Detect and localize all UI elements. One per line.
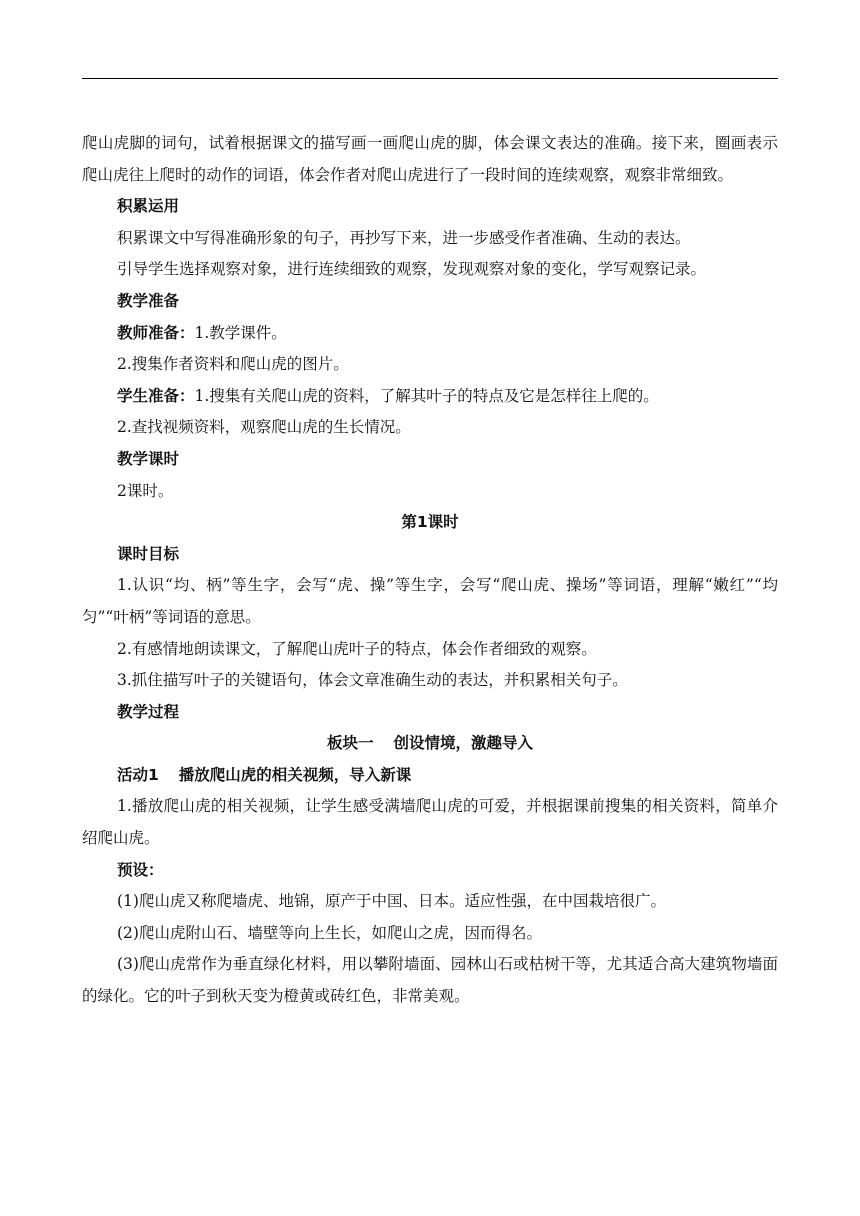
lesson-title: 第1课时 bbox=[401, 513, 459, 532]
student-prep-label: 学生准备： bbox=[117, 386, 195, 405]
student-prep-text: 1.搜集有关爬山虎的资料，了解其叶子的特点及它是怎样往上爬的。 bbox=[194, 386, 659, 405]
student-prep-2: 2.查找视频资料，观察爬山虎的生长情况。 bbox=[117, 418, 411, 437]
header-rule bbox=[82, 78, 778, 79]
heading-prep: 教学准备 bbox=[117, 291, 180, 310]
activity-title: 播放爬山虎的相关视频，导入新课 bbox=[178, 765, 412, 784]
preset-1: (1)爬山虎又称爬墙虎、地锦，原产于中国、日本。适应性强，在中国栽培很广。 bbox=[117, 892, 666, 911]
heading-accumulate: 积累运用 bbox=[117, 197, 180, 216]
document-body bbox=[82, 128, 778, 1013]
activity-1-text: 1.播放爬山虎的相关视频，让学生感受满墙爬山虎的可爱，并根据课前搜集的相关资料，简单介绍爬山虎。 bbox=[82, 797, 778, 848]
preset-3: (3)爬山虎常作为垂直绿化材料，用以攀附墙面、园林山石或枯树干等，尤其适合高大建筑物墙面的绿化。它的叶子到秋天变为橙黄或砖红色，非常美观。 bbox=[82, 955, 778, 1006]
teacher-prep-2: 2.搜集作者资料和爬山虎的图片。 bbox=[117, 355, 349, 374]
paragraph-3: 引导学生选择观察对象，进行连续细致的观察，发现观察对象的变化，学写观察记录。 bbox=[117, 260, 707, 279]
goal-2: 2.有感情地朗读课文，了解爬山虎叶子的特点，体会作者细致的观察。 bbox=[117, 639, 597, 658]
block-heading bbox=[82, 728, 778, 760]
activity-label: 活动1 bbox=[117, 765, 159, 784]
goal-3: 3.抓住描写叶子的关键语句，体会文章准确生动的表达，并积累相关句子。 bbox=[117, 671, 628, 690]
student-prep-1 bbox=[82, 381, 778, 413]
activity-heading bbox=[82, 760, 778, 792]
heading-goals: 课时目标 bbox=[117, 544, 180, 563]
teacher-prep-1 bbox=[82, 318, 778, 350]
teacher-prep-label: 教师准备： bbox=[117, 323, 195, 342]
block-label: 板块一 bbox=[326, 734, 374, 753]
paragraph-2: 积累课文中写得准确形象的句子，再抄写下来，进一步感受作者准确、生动的表达。 bbox=[117, 228, 691, 247]
goal-1: 1.认识“均、柄”等生字，会写“虎、操”等生字，会写“爬山虎、操场”等词语，理解“嫩红”“均匀”“叶柄”等词语的意思。 bbox=[82, 576, 778, 626]
heading-process: 教学过程 bbox=[117, 702, 180, 721]
preset-2: (2)爬山虎附山石、墙壁等向上生长，如爬山之虎，因而得名。 bbox=[117, 923, 542, 942]
paragraph-1: 爬山虎脚的词句，试着根据课文的描写画一画爬山虎的脚，体会课文表达的准确。接下来，圈画表示爬山虎往上爬时的动作的词语，体会作者对爬山虎进行了一段时间的连续观察，观察非常细致。 bbox=[82, 134, 778, 184]
heading-hours: 教学课时 bbox=[117, 449, 180, 468]
teacher-prep-text: 1.教学课件。 bbox=[194, 323, 287, 342]
block-title: 创设情境，激趣导入 bbox=[393, 734, 534, 753]
hours-text: 2课时。 bbox=[117, 481, 174, 500]
heading-preset: 预设： bbox=[117, 860, 164, 879]
